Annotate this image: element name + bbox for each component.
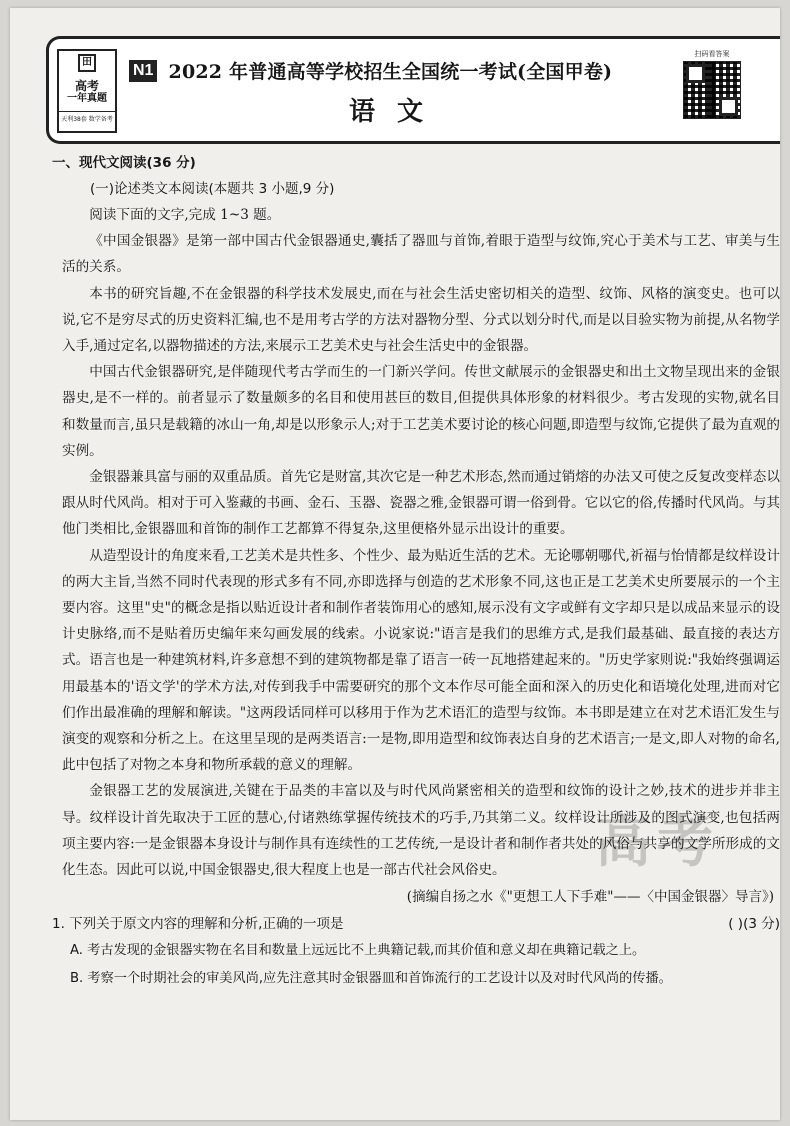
paper-number-badge: N1	[129, 60, 157, 82]
question-1	[52, 911, 780, 937]
exam-page	[10, 8, 780, 1120]
logo-line-2: 一年真题	[67, 93, 107, 104]
exam-title: 2022 年普通高等学校招生全国统一考试(全国甲卷)	[168, 61, 613, 83]
subject-title: 语文	[349, 97, 446, 127]
exam-content	[52, 150, 780, 993]
question-score: ( )(3 分)	[728, 916, 780, 933]
publisher-logo	[57, 49, 117, 133]
passage-paragraph: 《中国金银器》是第一部中国古代金银器通史,囊括了器皿与首饰,着眼于造型与纹饰,究心于美术与工艺、审美与生活的关系。	[62, 233, 780, 276]
section-heading: 一、现代文阅读(36 分)	[52, 155, 196, 171]
exam-title-row	[129, 57, 649, 84]
passage-paragraph: 金银器工艺的发展演进,关键在于品类的丰富以及与时代风尚紧密相关的造型和纹饰的设计之妙,技术的进步并非主导。纹样设计首先取决于工匠的慧心,付诸熟练掌握传统技术的巧手,乃其第二义。纹样设计所涉及的图式演变,也包括两项主要内容:一是金银器本身设计与制作具有连续性的工艺传统,一是设计者和制作者共处的风俗与共享的文学所形成的文化生态。因此可以说,中国金银器史,很大程度上也是一部古代社会风俗史。	[62, 783, 780, 879]
passage-paragraph: 中国古代金银器研究,是伴随现代考古学而生的一门新兴学问。传世文献展示的金银器史和出土文物呈现出来的金银器史,是不一样的。前者显示了数量颇多的名目和使用甚巨的数目,但提供具体形象的材料很少。考古发现的实物,就名目和数量而言,虽只是载籍的冰山一角,却是以形象示人;对于工艺美术要讨论的核心问题,即造型与纹饰,它提供了最为直观的实例。	[62, 364, 780, 459]
passage-paragraph: 从造型设计的角度来看,工艺美术是共性多、个性少、最为贴近生活的艺术。无论哪朝哪代,祈福与怡情都是纹样设计的两大主旨,当然不同时代表现的形式多有不同,亦即选择与创造的艺术形象不同,这也正是工艺美术史所要展示的一个主要内容。这里"史"的概念是指以贴近设计者和制作者装饰用心的感知,展示没有文字或鲜有文字却只是以成品来显示的设计史脉络,而不是贴着历史编年来勾画发展的线索。小说家说:"语言是我们的思维方式,是我们最基础、最直接的表达方式。语言也是一种建筑材料,许多意想不到的建筑物都是靠了语言一砖一瓦地搭建起来的。"历史学家则说:"我始终强调运用最基本的'语文学'的学术方法,对传到我手中需要研究的那个文本作尽可能全面和深入的历史化和语境化处理,进而对它们作出最准确的理解和解读。"这两段话同样可以移用于作为艺术语汇的造型与纹饰。本书即是建立在对艺术语汇发生与演变的观察和分析之上。在这里呈现的是两类语言:一是物,即用造型和纹饰表达自身的艺术语言;一是文,即人对物的命名,此中包括了对物之本身和物所承载的意义的理解。	[62, 547, 780, 774]
passage-paragraph: 本书的研究旨趣,不在金银器的科学技术发展史,而在与社会生活史密切相关的造型、纹饰、风格的演变史。也可以说,它不是穷尽式的历史资料汇编,也不是用考古学的方法对器物分型、分式以划分时代,而是以目验实物为前提,从名物学入手,通过定名,以器物描述的方法,来展示工艺美术史与社会生活史中的金银器。	[62, 285, 780, 355]
logo-line-3: 天利38套 数学备考	[59, 111, 115, 123]
question-stem: 1. 下列关于原文内容的理解和分析,正确的一项是	[52, 916, 344, 933]
option-a: A. 考古发现的金银器实物在名目和数量上远远比不上典籍记载,而其价值和意义却在典籍记载之上。	[70, 943, 646, 959]
book-icon: 田	[78, 54, 96, 72]
qr-code-icon	[683, 61, 741, 119]
subsection-heading: (一)论述类文本阅读(本题共 3 小题,9 分)	[90, 181, 335, 197]
reading-instruction: 阅读下面的文字,完成 1~3 题。	[89, 207, 281, 223]
watermark: 高考	[595, 810, 719, 875]
qr-block	[682, 49, 742, 119]
logo-line-1: 高考	[74, 79, 99, 93]
header-band	[46, 36, 780, 144]
option-b: B. 考察一个时期社会的审美风尚,应先注意其时金银器皿和首饰流行的工艺设计以及对时代风尚的传播。	[70, 971, 672, 987]
qr-label: 扫码看答案	[694, 50, 730, 58]
passage-paragraph: 金银器兼具富与丽的双重品质。首先它是财富,其次它是一种艺术形态,然而通过销熔的办法又可使之反复改变样态以跟从时代风尚。相对于可入鉴藏的书画、金石、玉器、瓷器之雅,金银器可谓一俗到骨。它以它的俗,传播时代风尚。与其他门类相比,金银器皿和首饰的制作工艺都算不得复杂,这里便格外显示出设计的重要。	[62, 469, 780, 538]
passage-source: (摘编自扬之水《"更想工人下手难"——〈中国金银器〉导言》)	[406, 889, 774, 906]
